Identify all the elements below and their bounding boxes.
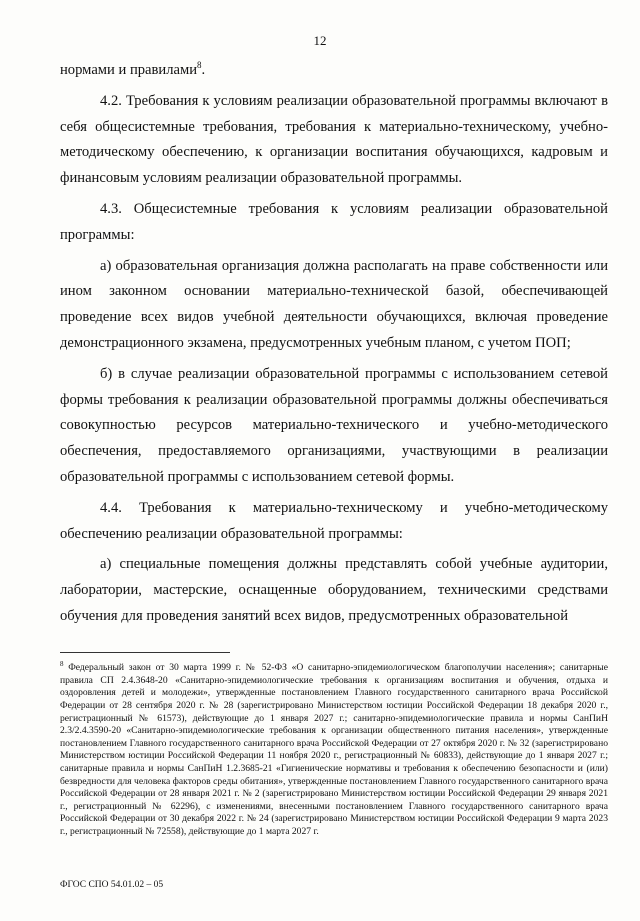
footnote-text: Федеральный закон от 30 марта 1999 г. № 52-ФЗ «О санитарно-эпидемиологическом благополучии населения»; санитарные правила СП 2.4.3648-20 «Санитарно-эпидемиологические требования к организациям воспитания и обучения, отдыха и оздоровления детей и молодежи», утвержденные постановлением Главного государственного санитарного врача Российской Федерации от 28 сентября 2020 г. № 28 (зарегистрировано Министерством юстиции Российской Федерации 18 декабря 2020 г., регистрационный № 61573), действующие до 1 января 2027 г.; санитарно-эпидемиологические правила и нормы СанПиН 2.3/2.4.3590-20 «Санитарно-эпидемиологические требования к организации общественного питания населения», утвержденные постановлением Главного государственного санитарного врача Российской Федерации от 27 октября 2020 г. № 32 (зарегистрировано Министерством юстиции Российской Федерации 11 ноября 2020 г., регистрационный № 60833), действующие до 1 января 2027 г.; санитарные правила и нормы СанПиН 1.2.3685-21 «Гигиенические нормативы и требования к обеспечению безопасности и (или) безвредности для человека факторов среды обитания», утвержденные постановлением Главного государственного санитарного врача Российской Федерации от 28 января 2021 г. № 2 (зарегистрировано Министерством юстиции Российской Федерации 29 января 2021 г., регистрационный № 62296), с изменениями, внесенными постановлением Главного государственного санитарного врача Российской Федерации от 30 декабря 2022 г. № 24 (зарегистрировано Министерством юстиции Российской Федерации 9 марта 2023 г., регистрационный № 72558), действующие до 1 марта 2027 г.	[60, 662, 608, 837]
paragraph-continuation-tail: .	[201, 62, 206, 78]
paragraph-4-2: 4.2. Требования к условиям реализации образовательной программы включают в себя общесистемные требования, требования к материально-техническому, учебно-методическому обеспечению, к организации воспитания обучающихся, кадровым и финансовым условиям реализации образовательной программы.	[60, 92, 608, 187]
paragraph-continuation	[60, 58, 608, 84]
paragraph-4-3: 4.3. Общесистемные требования к условиям реализации образовательной программы:	[60, 200, 608, 243]
paragraph-4-3-b: б) в случае реализации образовательной программы с использованием сетевой формы требования к реализации образовательной программы должны обеспечиваться совокупностью ресурсов материально-технического и учебно-методического обеспечения, предоставляемого организациями, участвующими в реализации образовательной программы с использованием сетевой формы.	[60, 365, 608, 485]
main-text	[60, 58, 608, 635]
footnote-marker: 8	[60, 660, 64, 668]
paragraph-4-4: 4.4. Требования к материально-техническому и учебно-методическому обеспечению реализации образовательной программы:	[60, 499, 608, 542]
document-code: ФГОС СПО 54.01.02 – 05	[60, 880, 164, 890]
footnote-reference[interactable]: 8	[197, 60, 202, 71]
footnote	[60, 658, 608, 839]
page-number: 12	[313, 33, 327, 48]
paragraph-continuation-text: нормами и правилами	[60, 62, 198, 78]
footnote-divider	[60, 652, 230, 653]
paragraph-4-4-a: а) специальные помещения должны представлять собой учебные аудитории, лаборатории, мастерские, оснащенные оборудованием, техническими средствами обучения для проведения занятий всех видов, предусмотренных образовательной	[60, 556, 608, 624]
paragraph-4-3-a: а) образовательная организация должна располагать на праве собственности или ином законном основании материально-технической базой, обеспечивающей проведение всех видов учебной деятельности обучающихся, включая проведение демонстрационного экзамена, предусмотренных учебным планом, с учетом ПОП;	[60, 257, 608, 351]
